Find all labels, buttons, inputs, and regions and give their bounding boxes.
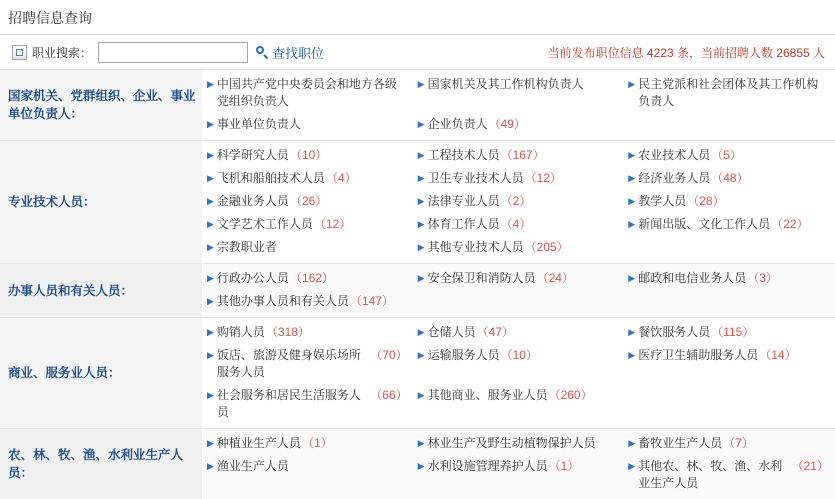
list-item[interactable] [414,344,625,384]
triangle-right-icon: ▶ [207,170,214,187]
list-item-count: （12） [314,216,351,233]
list-item-label: 其他商业、服务业人员 [428,387,548,404]
window-icon [12,45,27,60]
list-item-count: （147） [350,293,394,310]
list-item-count: （7） [723,435,754,452]
list-item-label: 饭店、旅游及健身娱乐场所服务人员 [217,347,369,381]
list-item-label: 仓储人员 [428,324,476,341]
triangle-right-icon: ▶ [207,239,214,256]
triangle-right-icon: ▶ [418,216,425,233]
list-item-label: 科学研究人员 [217,147,289,164]
list-item-label: 新闻出版、文化工作人员 [638,216,770,233]
table-row [0,318,835,429]
triangle-right-icon: ▶ [207,270,214,287]
list-item-empty [624,290,835,313]
list-item[interactable] [624,213,835,236]
list-item-label: 国家机关及其工作机构负责人 [428,76,584,93]
list-item[interactable] [203,113,414,136]
list-item-label: 医疗卫生辅助服务人员 [638,347,758,364]
list-item-count: （70） [370,347,407,364]
list-item[interactable] [203,455,414,495]
list-item[interactable] [624,73,835,113]
list-item-label: 飞机和船舶技术人员 [217,170,325,187]
list-item-label: 法律专业人员 [428,193,500,210]
list-item-label: 社会服务和居民生活服务人员 [217,387,369,421]
triangle-right-icon: ▶ [418,239,425,256]
table-row [0,429,835,499]
search-bar [0,35,835,69]
list-item[interactable] [203,290,414,313]
triangle-right-icon: ▶ [207,216,214,233]
list-item-label: 邮政和电信业务人员 [638,270,746,287]
triangle-right-icon: ▶ [418,170,425,187]
list-item-label: 其他专业技术人员 [428,239,524,256]
list-item-count: （66） [370,387,407,404]
triangle-right-icon: ▶ [418,347,425,364]
list-item-count: （5） [711,147,742,164]
list-item[interactable] [203,321,414,344]
search-icon [256,46,269,59]
category-name: 农、林、牧、渔、水利业生产人员： [0,429,203,499]
list-item-count: （162） [290,270,334,287]
list-item[interactable] [203,432,414,455]
list-item-count: （4） [501,216,532,233]
list-item[interactable] [414,321,625,344]
triangle-right-icon: ▶ [207,76,214,93]
list-item-empty [624,236,835,259]
list-item[interactable] [203,144,414,167]
list-item-label: 行政办公人员 [217,270,289,287]
list-item-count: （28） [687,193,724,210]
list-item[interactable] [414,455,625,495]
category-table [0,69,835,499]
list-item-count: （2） [501,193,532,210]
list-item-count: （1） [549,458,580,475]
triangle-right-icon: ▶ [207,116,214,133]
list-item-count: （47） [477,324,514,341]
list-item[interactable] [203,384,414,424]
category-items [203,141,835,264]
triangle-right-icon: ▶ [418,147,425,164]
list-item-label: 民主党派和社会团体及其工作机构负责人 [638,76,828,110]
list-item-label: 企业负责人 [428,116,488,133]
triangle-right-icon: ▶ [628,76,635,93]
list-item-label: 购销人员 [217,324,265,341]
triangle-right-icon: ▶ [628,216,635,233]
list-item[interactable] [624,267,835,290]
list-item-label: 其他办事人员和有关人员 [217,293,349,310]
list-item[interactable] [414,384,625,424]
list-item-count: （10） [501,347,538,364]
status-stats: 当前发布职位信息 4223 条，当前招聘人数 26855 人 [548,44,825,61]
list-item-count: （49） [489,116,526,133]
list-item-count: （260） [549,387,593,404]
list-item-count: （22） [771,216,808,233]
list-item-label: 经济业务人员 [638,170,710,187]
triangle-right-icon: ▶ [628,147,635,164]
list-item[interactable] [414,213,625,236]
list-item-count: （48） [711,170,748,187]
search-input[interactable] [98,42,248,63]
triangle-right-icon: ▶ [207,147,214,164]
list-item-label: 事业单位负责人 [217,116,301,133]
list-item[interactable] [414,167,625,190]
list-item[interactable] [203,213,414,236]
list-item[interactable] [414,113,625,136]
triangle-right-icon: ▶ [418,193,425,210]
triangle-right-icon: ▶ [418,458,425,475]
list-item-label: 运输服务人员 [428,347,500,364]
table-row [0,70,835,141]
triangle-right-icon: ▶ [418,324,425,341]
category-name: 商业、服务业人员： [0,318,203,429]
list-item-label: 中国共产党中央委员会和地方各级党组织负责人 [217,76,407,110]
list-item-label: 教学人员 [638,193,686,210]
triangle-right-icon: ▶ [207,347,214,364]
list-item[interactable] [203,344,414,384]
search-controls [12,42,324,63]
category-items [203,318,835,429]
list-item[interactable] [414,73,625,113]
category-name: 国家机关、党群组织、企业、事业单位负责人： [0,70,203,141]
list-item-empty [624,384,835,424]
category-table-body [0,70,835,499]
list-item-label: 畜牧业生产人员 [638,435,722,452]
category-items [203,264,835,318]
list-item-count: （12） [525,170,562,187]
triangle-right-icon: ▶ [207,324,214,341]
triangle-right-icon: ▶ [628,458,635,475]
page-title: 招聘信息查询 [0,0,835,34]
triangle-right-icon: ▶ [207,387,214,404]
list-item-count: （3） [747,270,778,287]
triangle-right-icon: ▶ [207,193,214,210]
list-item[interactable] [414,236,625,259]
category-items [203,429,835,499]
triangle-right-icon: ▶ [207,458,214,475]
table-row [0,264,835,318]
list-item-label: 农业技术人员 [638,147,710,164]
search-button[interactable] [256,43,324,62]
triangle-right-icon: ▶ [628,324,635,341]
triangle-right-icon: ▶ [628,270,635,287]
triangle-right-icon: ▶ [207,435,214,452]
list-item[interactable] [414,144,625,167]
category-name: 专业技术人员： [0,141,203,264]
list-item[interactable] [414,190,625,213]
list-item-label: 工程技术人员 [428,147,500,164]
triangle-right-icon: ▶ [418,116,425,133]
list-item[interactable] [203,236,414,259]
list-item-count: （26） [290,193,327,210]
list-item-label: 其他农、林、牧、渔、水利业生产人员 [638,458,790,492]
triangle-right-icon: ▶ [628,435,635,452]
list-item[interactable] [203,190,414,213]
list-item[interactable] [414,432,625,455]
list-item[interactable] [624,190,835,213]
search-button-label: 查找职位 [272,43,324,62]
list-item-label: 宗教职业者 [217,239,277,256]
list-item-label: 水利设施管理养护人员 [428,458,548,475]
triangle-right-icon: ▶ [628,347,635,364]
list-item-count: （318） [266,324,310,341]
category-items [203,70,835,141]
list-item-label: 卫生专业技术人员 [428,170,524,187]
list-item-count: （21） [792,458,829,475]
list-item[interactable] [203,167,414,190]
list-item-count: （10） [290,147,327,164]
triangle-right-icon: ▶ [418,76,425,93]
list-item-count: （205） [525,239,569,256]
list-item[interactable] [203,73,414,113]
list-item-count: （115） [711,324,754,341]
search-label: 职业搜索： [32,44,92,61]
list-item-label: 林业生产及野生动植物保护人员 [428,435,596,452]
list-item[interactable] [203,267,414,290]
list-item-label: 餐饮服务人员 [638,324,710,341]
list-item[interactable] [624,344,835,384]
list-item[interactable] [624,455,835,495]
triangle-right-icon: ▶ [628,170,635,187]
list-item-count: （24） [537,270,574,287]
list-item[interactable] [624,144,835,167]
list-item[interactable] [414,267,625,290]
list-item-label: 文学艺术工作人员 [217,216,313,233]
table-row [0,141,835,264]
list-item-label: 金融业务人员 [217,193,289,210]
list-item[interactable] [624,321,835,344]
list-item-empty [624,113,835,136]
triangle-right-icon: ▶ [628,193,635,210]
triangle-right-icon: ▶ [418,270,425,287]
list-item[interactable] [624,432,835,455]
list-item-label: 渔业生产人员 [217,458,289,475]
list-item-count: （14） [759,347,796,364]
triangle-right-icon: ▶ [207,293,214,310]
list-item-label: 种植业生产人员 [217,435,301,452]
list-item-label: 体育工作人员 [428,216,500,233]
list-item-count: （1） [302,435,333,452]
triangle-right-icon: ▶ [418,435,425,452]
category-name: 办事人员和有关人员： [0,264,203,318]
list-item-count: （4） [326,170,357,187]
list-item-label: 安全保卫和消防人员 [428,270,536,287]
list-item[interactable] [624,167,835,190]
list-item-count: （167） [501,147,545,164]
list-item-empty [414,290,625,313]
triangle-right-icon: ▶ [418,387,425,404]
